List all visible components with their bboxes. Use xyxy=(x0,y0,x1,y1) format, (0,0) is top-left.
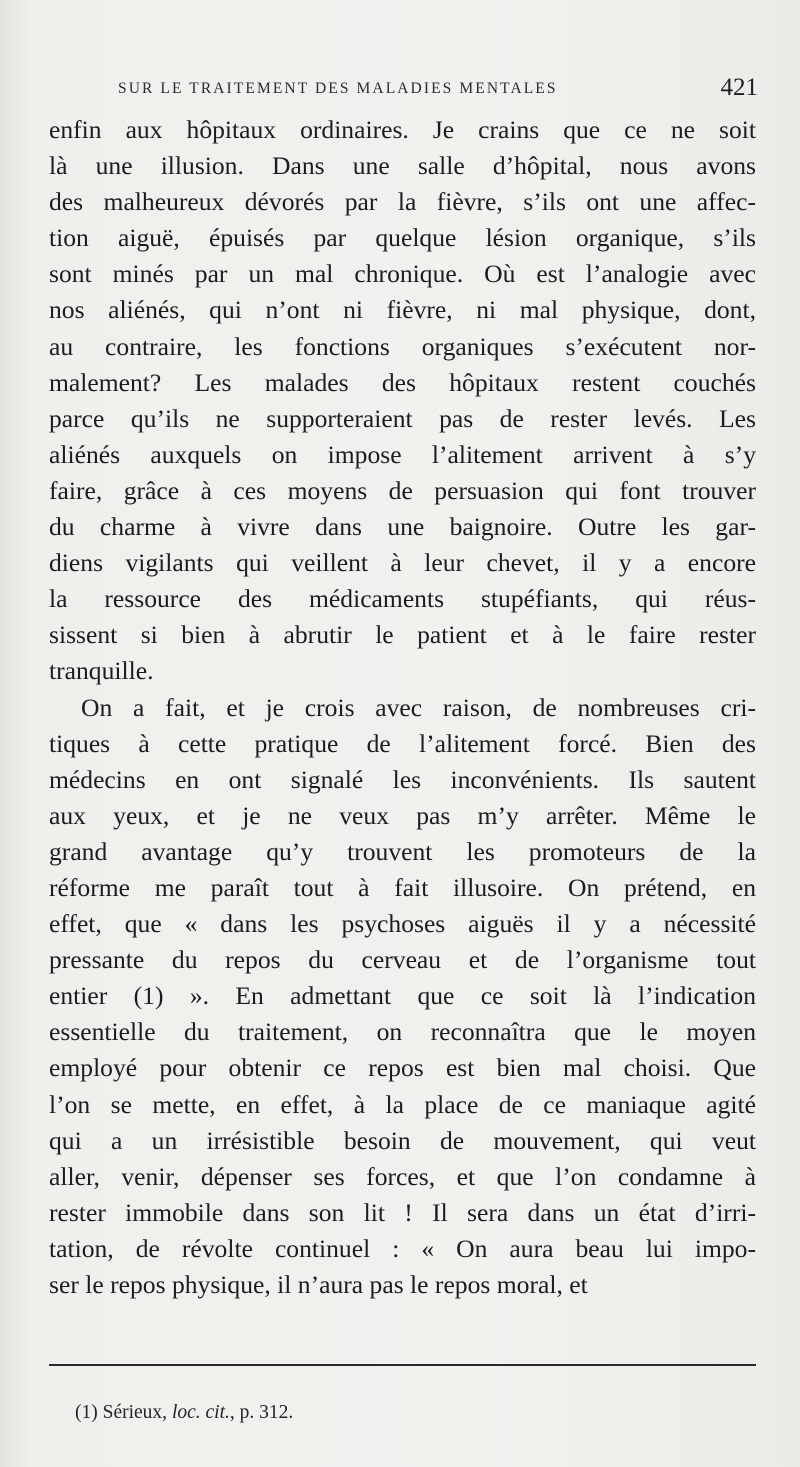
text-line: On a fait, et je crois avec raison, de nombreuses cri- xyxy=(81,692,756,722)
text-line: tion aiguë, épuisés par quelque lésion organique, s’ils xyxy=(49,223,756,253)
text-line: tranquille. xyxy=(49,656,154,686)
footnote-italic: loc. cit. xyxy=(171,1402,230,1423)
text-line: enfin aux hôpitaux ordinaires. Je crains que ce ne soit xyxy=(49,115,756,144)
footnote-source: (1) Sérieux, xyxy=(75,1402,168,1423)
text-line: nos aliénés, qui n’ont ni fièvre, ni mal physique, dont, xyxy=(49,295,756,325)
text-line: parce qu’ils ne supporteraient pas de rester levés. Les xyxy=(49,403,756,433)
footnote-rule xyxy=(49,1364,756,1366)
text-line: grand avantage qu’y trouvent les promoteurs de la xyxy=(49,836,756,866)
text-line: du charme à vivre dans une baignoire. Outre les gar- xyxy=(49,512,756,542)
text-line: aux yeux, et je ne veux pas m’y arrêter. Même le xyxy=(49,800,756,830)
text-line: diens vigilants qui veillent à leur chevet, il y a encore xyxy=(49,548,756,578)
footnote xyxy=(75,1402,293,1424)
running-head xyxy=(118,74,758,108)
text-line: pressante du repos du cerveau et de l’organisme tout xyxy=(49,945,756,975)
running-title: SUR LE TRAITEMENT DES MALADIES MENTALES xyxy=(118,80,558,97)
text-line: qui a un irrésistible besoin de mouvement, qui veut xyxy=(49,1125,756,1155)
text-line: faire, grâce à ces moyens de persuasion qui font trouver xyxy=(49,475,756,505)
footnote-page: , p. 312. xyxy=(229,1402,294,1423)
text-line: aller, venir, dépenser ses forces, et que l’on condamne à xyxy=(49,1161,756,1191)
body-text xyxy=(49,112,756,1303)
text-line: tiques à cette pratique de l’alitement forcé. Bien des xyxy=(49,728,756,758)
text-line: ser le repos physique, il n’aura pas le repos moral, et xyxy=(49,1270,588,1299)
text-line: médecins en ont signalé les inconvénients. Ils sautent xyxy=(49,764,756,794)
text-line: l’on se mette, en effet, à la place de ce maniaque agité xyxy=(49,1089,756,1119)
text-line: entier (1) ». En admettant que ce soit là l’indication xyxy=(49,981,756,1011)
text-line: des malheureux dévorés par la fièvre, s’ils ont une affec- xyxy=(49,187,756,217)
text-line: effet, que « dans les psychoses aiguës il y a nécessité xyxy=(49,909,756,939)
text-line: rester immobile dans son lit ! Il sera dans un état d’irri- xyxy=(49,1197,756,1227)
page-number: 421 xyxy=(720,74,758,101)
text-line: essentielle du traitement, on reconnaîtra que le moyen xyxy=(49,1017,756,1047)
text-line: au contraire, les fonctions organiques s’exécutent nor- xyxy=(49,331,756,361)
text-line: malement? Les malades des hôpitaux restent couchés xyxy=(49,367,756,397)
text-line: là une illusion. Dans une salle d’hôpital, nous avons xyxy=(49,151,756,181)
text-line: sissent si bien à abrutir le patient et à le faire rester xyxy=(49,620,756,650)
text-line: tation, de révolte continuel : « On aura beau lui impo- xyxy=(49,1233,756,1263)
text-line: sont minés par un mal chronique. Où est l’analogie avec xyxy=(49,259,756,289)
text-line: réforme me paraît tout à fait illusoire. On prétend, en xyxy=(49,872,756,902)
text-line: employé pour obtenir ce repos est bien mal choisi. Que xyxy=(49,1053,756,1083)
text-line: aliénés auxquels on impose l’alitement arrivent à s’y xyxy=(49,439,756,469)
text-line: la ressource des médicaments stupéfiants, qui réus- xyxy=(49,584,756,614)
